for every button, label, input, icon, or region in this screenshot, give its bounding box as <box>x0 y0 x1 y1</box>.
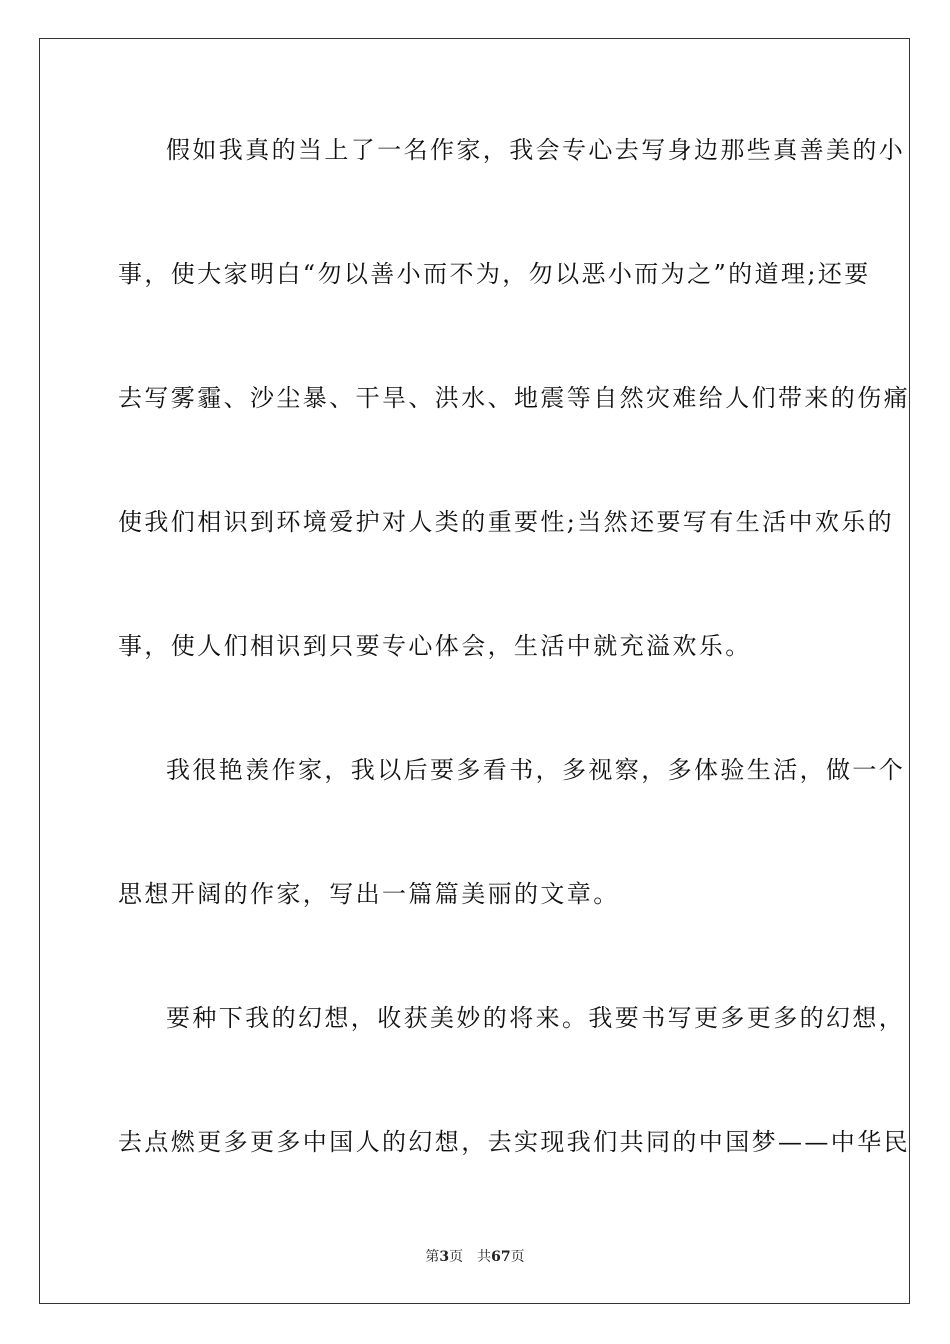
footer-total-prefix: 共 <box>477 1249 492 1265</box>
footer-page-suffix: 页 <box>449 1249 464 1265</box>
page-border <box>39 38 910 1304</box>
paragraph-3-line-2: 去点燃更多更多中国人的幻想，去实现我们共同的中国梦——中华民 <box>118 1128 910 1156</box>
paragraph-2-line-2: 思想开阔的作家，写出一篇篇美丽的文章。 <box>118 880 620 908</box>
paragraph-2-line-1: 我很艳羡作家，我以后要多看书，多视察，多体验生活，做一个 <box>166 756 906 784</box>
paragraph-1-line-1: 假如我真的当上了一名作家，我会专心去写身边那些真善美的小 <box>166 136 906 164</box>
paragraph-1-line-4: 使我们相识到环境爱护对人类的重要性;当然还要写有生活中欢乐的 <box>118 508 895 536</box>
paragraph-1-line-3: 去写雾霾、沙尘暴、干旱、洪水、地震等自然灾难给人们带来的伤痛 <box>118 384 910 412</box>
page-footer <box>0 1248 950 1266</box>
total-page-count: 67 <box>491 1249 511 1265</box>
current-page-number: 3 <box>439 1249 450 1265</box>
paragraph-1-line-2: 事，使大家明白“勿以善小而不为，勿以恶小而为之”的道理;还要 <box>118 260 871 288</box>
paragraph-3-line-1: 要种下我的幻想，收获美妙的将来。我要书写更多更多的幻想， <box>166 1004 906 1032</box>
footer-total-suffix: 页 <box>510 1249 525 1265</box>
footer-prefix: 第 <box>425 1249 440 1265</box>
paragraph-1-line-5: 事，使人们相识到只要专心体会，生活中就充溢欢乐。 <box>118 632 752 660</box>
